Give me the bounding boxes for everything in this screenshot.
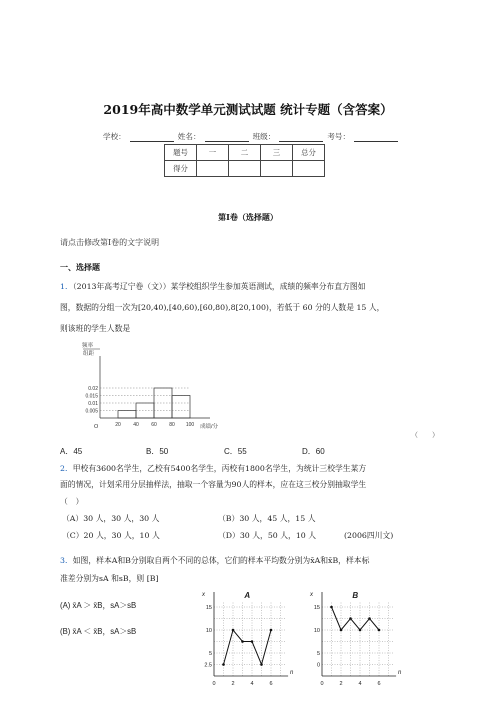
q3-line1 bbox=[60, 555, 369, 566]
id-blank bbox=[354, 132, 398, 142]
graph-xtick-label: 4 bbox=[250, 681, 254, 687]
graph-b-plot bbox=[309, 591, 402, 687]
graph-ytick-label: 0 bbox=[316, 662, 320, 669]
q1-option-d: D．60 bbox=[302, 447, 325, 456]
score-cell bbox=[261, 161, 293, 177]
hist-ylabel-top: 频率 bbox=[82, 343, 94, 349]
graph-xtick-label: 4 bbox=[358, 681, 362, 687]
hist-xtick-label: 20 bbox=[115, 422, 121, 428]
score-header-cell: 题号 bbox=[165, 145, 197, 161]
score-header-cell: 三 bbox=[261, 145, 293, 161]
graph-ylabel: x bbox=[202, 592, 205, 598]
q3-text-2: 准差分别为sA 和sB，则 [B] bbox=[60, 574, 159, 583]
q3-number: 3． bbox=[60, 556, 73, 565]
graph-title: A bbox=[244, 591, 251, 600]
graph-point bbox=[349, 617, 352, 620]
class-blank bbox=[279, 132, 323, 142]
q1-option-a: A．45 bbox=[60, 447, 83, 456]
q3-graph-b bbox=[306, 584, 402, 692]
graph-ytick-label: 15 bbox=[205, 605, 212, 611]
paper-title: 2019年高中数学单元测试试题 统计专题（含答案） bbox=[103, 102, 393, 117]
q1-text-1: （2013年高考辽宁卷（文））某学校组织学生参加英语测试，成绩的频率分布直方图如 bbox=[72, 282, 366, 291]
school-blank bbox=[130, 132, 174, 142]
score-cell bbox=[229, 161, 261, 177]
q1-histogram bbox=[80, 338, 230, 433]
q1-text-3: 则该班的学生人数是 bbox=[60, 324, 131, 333]
graph-ytick-label: 5 bbox=[208, 651, 212, 657]
q1-text-2: 图，数据的分组一次为[20,40),[40,60),[60,80),8[20,100)，若低于 60 分的人数是 15 人， bbox=[60, 303, 385, 312]
q2-source: (2006四川文) bbox=[344, 531, 394, 540]
info-id-label: 考号： bbox=[327, 132, 351, 141]
q2-text-2: 面的情况，计划采用分层抽样法，抽取一个容量为90人的样本，应在这三校分别抽取学生 bbox=[60, 480, 367, 489]
q2-option-b: （B）30 人，45 人，15 人 bbox=[218, 514, 316, 523]
q1-option-c: C．55 bbox=[224, 447, 247, 456]
q2-paren: （ ） bbox=[60, 497, 84, 506]
graph-xlabel: n bbox=[290, 670, 294, 676]
histogram-plot bbox=[85, 356, 210, 428]
score-header-cell: 一 bbox=[197, 145, 229, 161]
q1-option-b: B．50 bbox=[146, 447, 169, 456]
graph-point bbox=[330, 606, 333, 609]
info-class-label: 班级： bbox=[252, 132, 276, 141]
graph-xtick-label: 0 bbox=[212, 681, 216, 687]
hist-xtick-label: 40 bbox=[133, 422, 139, 428]
section-hint: 请点击修改第I卷的文字说明 bbox=[60, 238, 160, 247]
graph-xtick-label: 2 bbox=[231, 681, 235, 687]
q1-line1 bbox=[60, 281, 366, 292]
graph-xtick-label: 6 bbox=[377, 681, 381, 687]
info-school-label: 学校： bbox=[103, 132, 126, 141]
hist-ylabel-bottom: 组距 bbox=[83, 351, 95, 357]
info-name-label: 姓名： bbox=[177, 132, 201, 141]
hist-bar bbox=[118, 411, 136, 419]
score-cell bbox=[293, 161, 325, 177]
hist-ytick-label: 0.02 bbox=[88, 386, 98, 392]
graph-a-plot bbox=[201, 591, 294, 687]
score-header-cell: 总分 bbox=[293, 145, 325, 161]
graph-point bbox=[222, 663, 225, 666]
hist-xlabel: 成绩/分 bbox=[200, 424, 219, 430]
q2-option-c: （C）20 人，30 人，10 人 bbox=[62, 531, 160, 540]
graph-point bbox=[359, 629, 362, 632]
graph-ytick-label: 2.5 bbox=[204, 662, 212, 669]
score-cell bbox=[197, 161, 229, 177]
q2-text-1: 甲校有3600名学生，乙校有5400名学生，丙校有1800名学生，为统计三校学生某方 bbox=[72, 464, 367, 473]
name-blank bbox=[205, 132, 249, 142]
graph-xtick-label: 0 bbox=[320, 681, 324, 687]
hist-ytick-label: 0.015 bbox=[85, 393, 98, 400]
graph-ytick-label: 15 bbox=[313, 605, 320, 611]
hist-ytick-label: 0.01 bbox=[88, 401, 98, 407]
graph-point bbox=[270, 629, 273, 632]
q2-option-a: （A）30 人，30 人，30 人 bbox=[62, 514, 160, 523]
q2-option-d: （D）30 人，50 人，10 人 bbox=[218, 531, 317, 540]
graph-point bbox=[251, 640, 254, 643]
graph-point bbox=[378, 629, 381, 632]
hist-xtick-label: 100 bbox=[185, 422, 195, 428]
hist-xtick-label: 60 bbox=[151, 422, 157, 428]
score-row-label: 得分 bbox=[165, 161, 197, 177]
score-table bbox=[164, 144, 325, 177]
graph-ytick-label: 5 bbox=[316, 651, 320, 657]
q1-number: 1． bbox=[60, 282, 73, 291]
graph-point bbox=[241, 640, 244, 643]
graph-ytick-label: 10 bbox=[313, 628, 320, 634]
graph-xtick-label: 6 bbox=[269, 681, 273, 687]
q3-text-1: 如图，样本A和B分别取自两个不同的总体，它们的样本平均数分别为x̄A和x̄B，样本标 bbox=[72, 556, 370, 565]
q3-option-a: (A) x̄A ＞ x̄B，sA＞sB bbox=[60, 601, 137, 610]
part-title: 一、选择题 bbox=[60, 262, 100, 272]
hist-xtick-label: 80 bbox=[169, 422, 175, 428]
graph-xlabel: n bbox=[398, 670, 402, 676]
graph-point bbox=[368, 617, 371, 620]
hist-ytick-label: 0.005 bbox=[85, 408, 98, 415]
q3-option-b: (B) x̄A ＜ x̄B，sA＞sB bbox=[60, 627, 137, 636]
q1-answer-paren: （ ） bbox=[411, 431, 439, 439]
q2-line1 bbox=[60, 463, 366, 474]
graph-xtick-label: 2 bbox=[339, 681, 343, 687]
q2-number: 2． bbox=[60, 464, 73, 473]
score-header-cell: 二 bbox=[229, 145, 261, 161]
graph-ytick-label: 10 bbox=[205, 628, 212, 634]
student-info bbox=[103, 131, 398, 142]
hist-bar bbox=[172, 396, 190, 419]
graph-point bbox=[232, 629, 235, 632]
q3-graph-a bbox=[198, 584, 294, 692]
hist-origin: O bbox=[94, 424, 99, 430]
graph-series-line bbox=[224, 630, 272, 665]
graph-ylabel: x bbox=[310, 592, 313, 598]
graph-point bbox=[260, 663, 263, 666]
graph-point bbox=[340, 629, 343, 632]
graph-title: B bbox=[352, 591, 359, 600]
section-title: 第I卷（选择题） bbox=[218, 212, 278, 222]
